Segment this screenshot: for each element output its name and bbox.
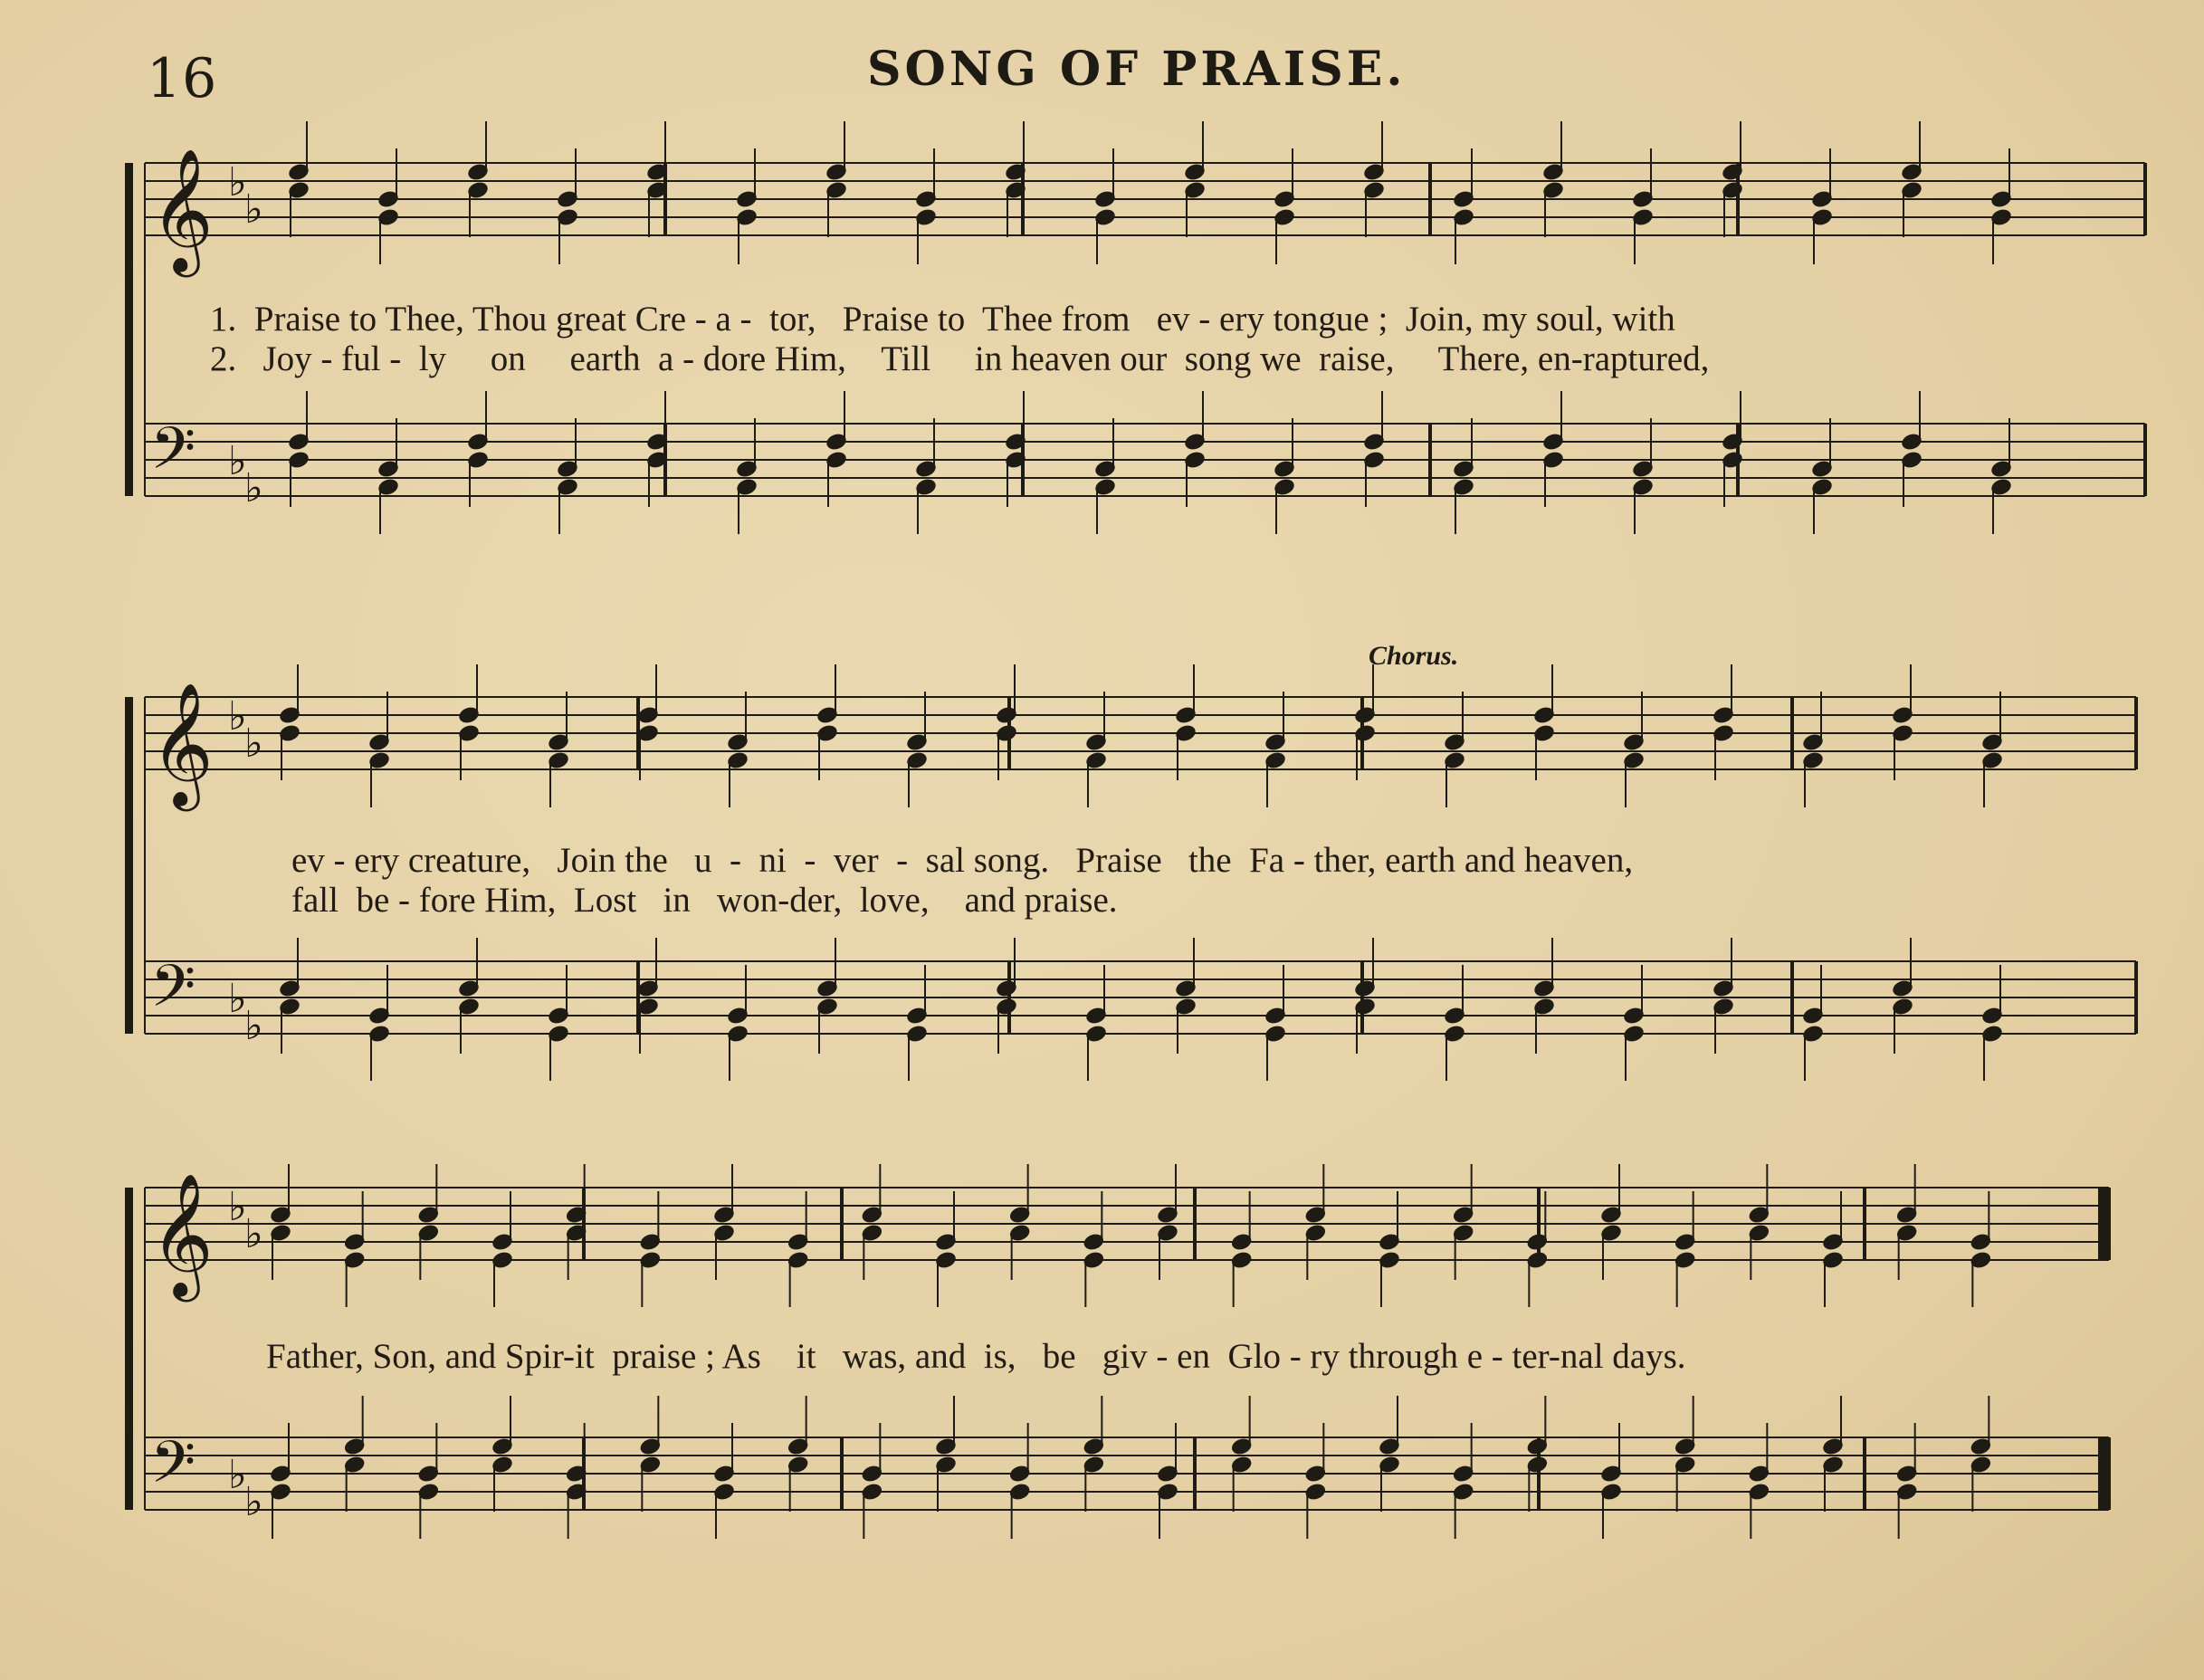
- system-bracket: [125, 1188, 133, 1510]
- lyric-line-s1-verse1: 1. Praise to Thee, Thou great Cre - a - tor, Praise to Thee from ev - ery tongue ; Join, my soul, with: [210, 300, 1675, 339]
- flat-icon: ♭: [228, 976, 247, 1022]
- system-bracket: [125, 697, 133, 1034]
- flat-icon: ♭: [228, 438, 247, 484]
- flat-icon: ♭: [244, 465, 263, 511]
- final-barline: [2098, 1437, 2107, 1510]
- flat-icon: ♭: [244, 186, 263, 233]
- flat-icon: ♭: [244, 721, 263, 767]
- final-barline: [2098, 1188, 2107, 1260]
- lyric-line-s2-verse1: ev - ery creature, Join the u - ni - ver - sal song. Praise the Fa - ther, earth and heaven,: [291, 841, 1634, 880]
- flat-icon: ♭: [244, 1211, 263, 1257]
- flat-icon: ♭: [228, 1184, 247, 1230]
- bass-clef-icon: 𝄢: [150, 415, 196, 497]
- treble-clef-icon: 𝄞: [150, 1171, 214, 1296]
- flat-icon: ♭: [228, 693, 247, 740]
- flat-icon: ♭: [228, 1452, 247, 1498]
- flat-icon: ♭: [244, 1003, 263, 1049]
- bass-clef-icon: 𝄢: [150, 1429, 196, 1511]
- lyric-line-s2-verse2: fall be - fore Him, Lost in won-der, love, and praise.: [291, 881, 1118, 920]
- lyric-line-s3: Father, Son, and Spir-it praise ; As it was, and is, be giv - en Glo - ry through e - ter-nal days.: [266, 1337, 1686, 1376]
- lyric-line-s1-verse2: 2. Joy - ful - ly on earth a - dore Him, Till in heaven our song we raise, There, en-raptured,: [210, 339, 1710, 378]
- page-number: 16: [147, 47, 218, 110]
- system-bracket: [125, 163, 133, 496]
- treble-clef-icon: 𝄞: [150, 147, 214, 272]
- bass-clef-icon: 𝄢: [150, 953, 196, 1035]
- treble-clef-icon: 𝄞: [150, 681, 214, 806]
- chorus-label: Chorus.: [1369, 641, 1459, 671]
- flat-icon: ♭: [228, 159, 247, 205]
- page-title: SONG OF PRAISE.: [867, 42, 1407, 97]
- flat-icon: ♭: [244, 1479, 263, 1525]
